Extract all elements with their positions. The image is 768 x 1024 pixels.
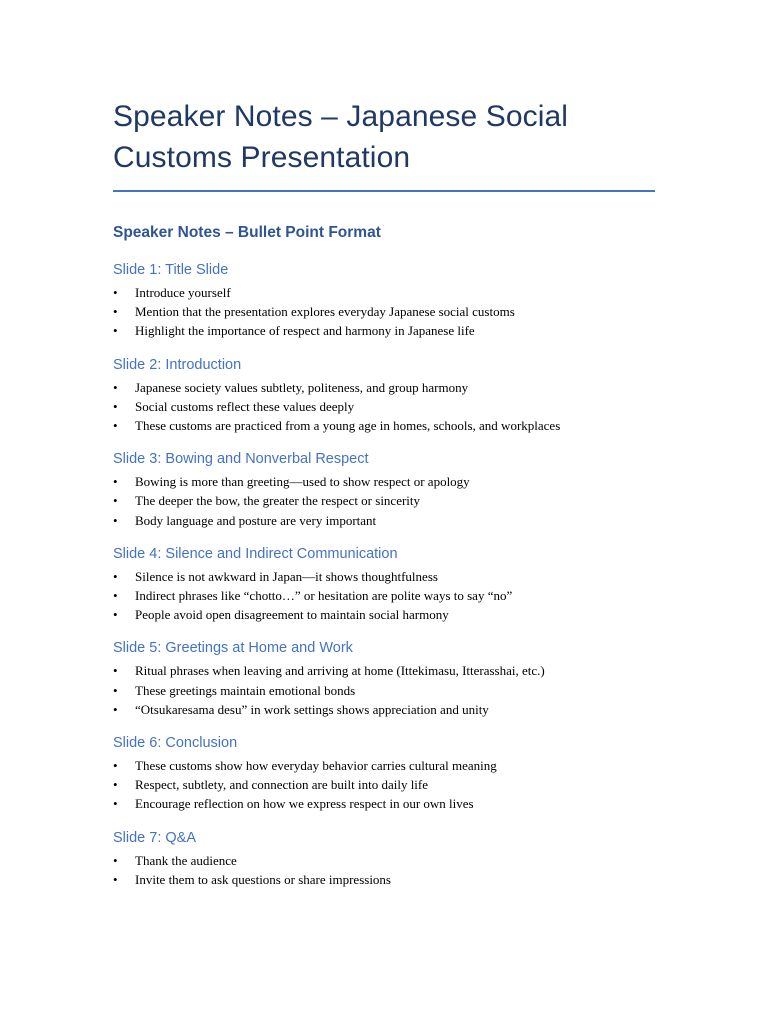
bullet-text: Social customs reflect these values deeply (135, 398, 355, 414)
slide-section-4 (113, 544, 656, 625)
bullet-icon: • (113, 682, 118, 698)
bullet-icon: • (113, 379, 118, 395)
bullet-text: Silence is not awkward in Japan—it shows thoughtfulness (135, 568, 438, 584)
list-item (113, 681, 656, 700)
bullet-icon: • (113, 796, 118, 812)
bullet-icon: • (113, 871, 118, 887)
bullet-text: People avoid open disagreement to maintain social harmony (135, 607, 449, 623)
bullet-list (113, 851, 656, 889)
bullet-icon: • (113, 323, 118, 339)
list-item (113, 794, 656, 813)
bullet-text: Bowing is more than greeting—used to show respect or apology (135, 474, 470, 490)
slide-section-1 (113, 260, 656, 341)
bullet-icon: • (113, 285, 118, 300)
bullet-icon: • (113, 852, 118, 868)
list-item (113, 283, 656, 302)
slide-section-2 (113, 355, 656, 436)
list-item (113, 756, 656, 775)
list-item (113, 567, 656, 586)
slide-heading: Slide 5: Greetings at Home and Work (113, 640, 353, 657)
slide-heading: Slide 1: Title Slide (113, 262, 229, 278)
bullet-text: Introduce yourself (135, 285, 231, 300)
slide-heading: Slide 2: Introduction (113, 356, 242, 373)
document-page (113, 96, 656, 889)
bullet-text: Invite them to ask questions or share impressions (135, 871, 391, 887)
slide-heading: Slide 4: Silence and Indirect Communication (113, 545, 398, 562)
bullet-icon: • (113, 607, 118, 623)
bullet-list (113, 472, 656, 530)
bullet-text: These greetings maintain emotional bonds (135, 682, 356, 698)
list-item (113, 775, 656, 794)
bullet-text: Indirect phrases like “chotto…” or hesitation are polite ways to say “no” (135, 588, 513, 604)
bullet-icon: • (113, 758, 118, 774)
slide-heading: Slide 6: Conclusion (113, 735, 238, 752)
list-item (113, 851, 656, 870)
list-item (113, 491, 656, 510)
bullet-icon: • (113, 588, 118, 604)
bullet-text: Thank the audience (135, 852, 237, 868)
bullet-text: These customs are practiced from a young age in homes, schools, and workplaces (135, 418, 561, 434)
slide-heading: Slide 3: Bowing and Nonverbal Respect (113, 451, 369, 468)
bullet-list (113, 378, 656, 436)
list-item (113, 605, 656, 624)
bullet-text: Mention that the presentation explores everyday Japanese social customs (135, 304, 515, 320)
bullet-icon: • (113, 701, 118, 717)
bullet-text: Body language and posture are very important (135, 512, 377, 528)
bullet-icon: • (113, 493, 118, 509)
bullet-icon: • (113, 568, 118, 584)
bullet-list (113, 756, 656, 814)
bullet-text: The deeper the bow, the greater the respect or sincerity (135, 493, 421, 509)
list-item (113, 321, 656, 340)
slide-section-5 (113, 638, 656, 719)
bullet-icon: • (113, 304, 118, 320)
list-item (113, 661, 656, 680)
bullet-text: Respect, subtlety, and connection are built into daily life (135, 777, 429, 793)
bullet-icon: • (113, 512, 118, 528)
bullet-text: “Otsukaresama desu” in work settings shows appreciation and unity (135, 701, 489, 717)
bullet-text: Japanese society values subtlety, politeness, and group harmony (135, 379, 469, 395)
bullet-text: Encourage reflection on how we express respect in our own lives (135, 796, 474, 812)
list-item (113, 302, 656, 321)
slide-section-6 (113, 733, 656, 814)
title-divider (113, 190, 655, 192)
slide-section-3 (113, 449, 656, 530)
bullet-icon: • (113, 777, 118, 793)
bullet-icon: • (113, 663, 118, 679)
list-item (113, 378, 656, 397)
list-item (113, 586, 656, 605)
bullet-icon: • (113, 418, 118, 434)
bullet-text: These customs show how everyday behavior carries cultural meaning (135, 758, 497, 774)
bullet-text: Ritual phrases when leaving and arriving at home (Ittekimasu, Itterasshai, etc.) (135, 663, 545, 679)
slide-section-7 (113, 828, 656, 889)
list-item (113, 870, 656, 889)
bullet-icon: • (113, 474, 118, 490)
slide-heading: Slide 7: Q&A (113, 829, 197, 846)
list-item (113, 416, 656, 435)
list-item (113, 472, 656, 491)
bullet-list (113, 567, 656, 625)
sections-container (113, 260, 656, 889)
list-item (113, 397, 656, 416)
bullet-icon: • (113, 398, 118, 414)
list-item (113, 700, 656, 719)
document-subtitle: Speaker Notes – Bullet Point Format (113, 224, 381, 241)
bullet-text: Highlight the importance of respect and harmony in Japanese life (135, 323, 475, 339)
list-item (113, 511, 656, 530)
document-title: Speaker Notes – Japanese Social Customs Presentation (113, 100, 569, 174)
bullet-list (113, 283, 656, 341)
bullet-list (113, 661, 656, 719)
